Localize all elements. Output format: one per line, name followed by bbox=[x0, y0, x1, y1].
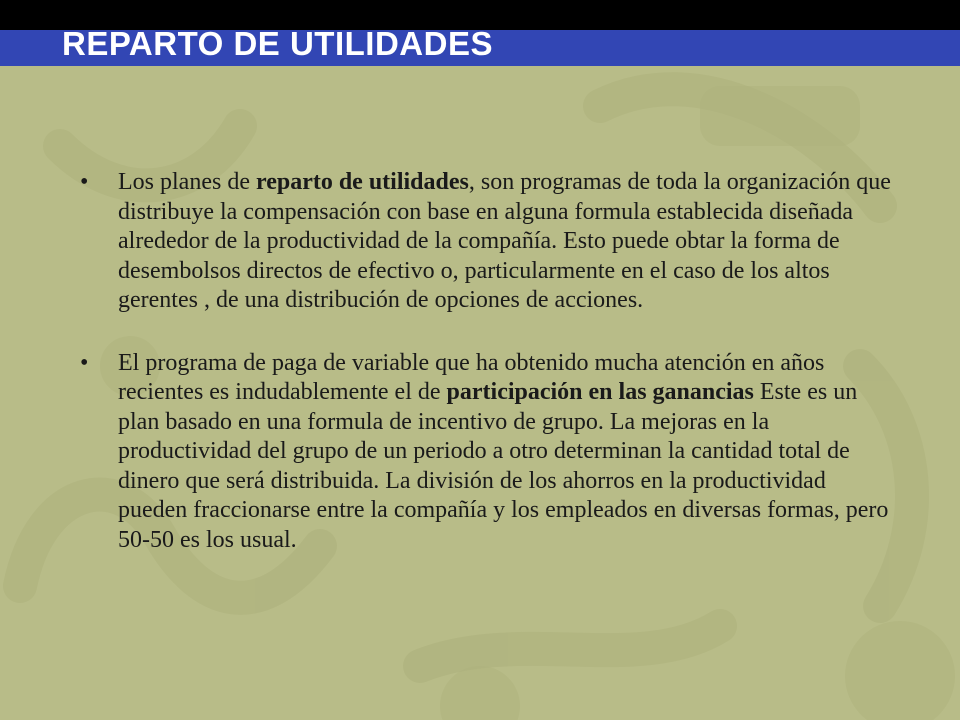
slide-title: REPARTO DE UTILIDADES bbox=[62, 25, 493, 62]
bullet-text-start: El programa de paga de variable que ha obtenido mucha atención en años recientes es indudablemente el de bbox=[118, 349, 825, 405]
bullet-text-end: , son programas de toda la organización que distribuye la compensación con base en alguna formula establecida diseñada alrededor de la productividad de la compañía. Esto puede obtar la forma de desembolsos directos de efectivo o, particularmente en el caso de los altos gerentes , de una distribución de opciones de acciones. bbox=[118, 169, 891, 313]
slide-content bbox=[80, 168, 900, 555]
bullet-bold-term: participación en las ganancias bbox=[446, 379, 754, 405]
bullet-text-start: Los planes de bbox=[118, 169, 256, 195]
bullet-bold-term: reparto de utilidades bbox=[255, 169, 469, 195]
bullet-dot: • bbox=[80, 349, 89, 376]
bullet-item bbox=[80, 168, 900, 316]
bullet-dot: • bbox=[80, 169, 89, 195]
bullet-text-end: Este es un plan basado en una formula de incentivo de grupo. La mejoras en la productividad del grupo de un periodo a otro determinan la cantidad total de dinero que será distribuida. La división de los ahorros en la productividad pueden fraccionarse entre la compañía y los empleados en diversas formas, pero 50-50 es los usual. bbox=[118, 379, 889, 553]
bullet-item bbox=[80, 349, 900, 556]
